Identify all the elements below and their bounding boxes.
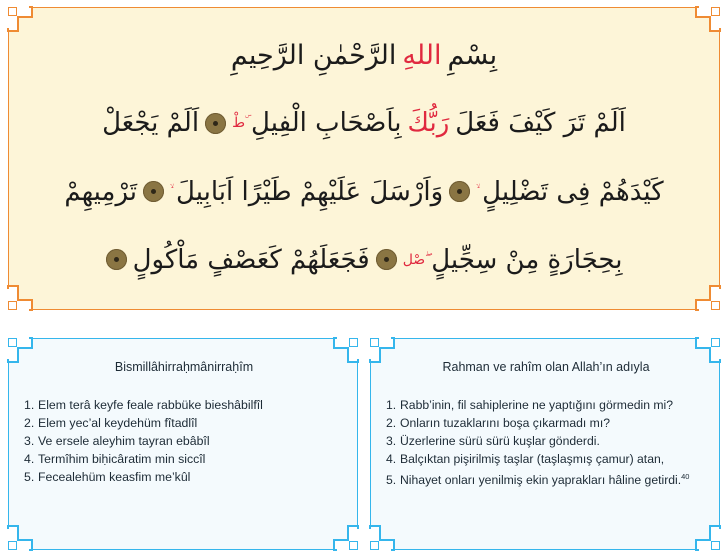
list-index: 3. — [386, 434, 397, 448]
ayah-line-2 — [34, 158, 694, 226]
ayah-line-1 — [34, 89, 694, 157]
transliteration-panel — [8, 338, 358, 550]
list-index: 4. — [386, 452, 397, 466]
list-index: 4. — [24, 452, 35, 466]
list-text: Fecealehüm keasfim me’kûl — [38, 470, 191, 484]
list-index: 5. — [386, 473, 397, 488]
list-item — [386, 396, 706, 414]
quran-verses-container — [8, 7, 720, 310]
list-text: Onların tuzaklarını boşa çıkarmadı mı? — [400, 416, 610, 430]
waqf-mark-icon: ۜطْ — [232, 115, 246, 132]
arabic-segment: بِاَصْحَابِ الْفِيلِ — [251, 108, 402, 139]
arabic-segment: اَلَمْ يَجْعَلْ — [102, 108, 200, 139]
ayah-number-medallion — [376, 249, 397, 270]
quran-text-box — [8, 7, 720, 310]
list-index: 1. — [386, 398, 397, 412]
ayah-line-3 — [34, 226, 694, 294]
arabic-segment-rabbuka: رَبُّكَ — [407, 108, 450, 139]
list-text: Rabb’inin, fil sahiplerine ne yaptığını görmedin mi? — [400, 398, 674, 412]
list-text: Üzerlerine sürü sürü kuşlar gönderdi. — [400, 434, 600, 448]
list-text: Elem terâ keyfe feale rabbüke bieshâbilfîl — [38, 398, 263, 412]
list-index: 2. — [386, 416, 397, 430]
list-index: 3. — [24, 434, 35, 448]
list-item — [24, 396, 344, 414]
transliteration-content — [8, 338, 358, 550]
arabic-segment: الرَّحْمٰنِ الرَّحِيمِ — [230, 39, 397, 71]
ayah-line-bismillah — [34, 21, 694, 89]
transliteration-heading: Bismillâhirraḥmânirraḥîm — [114, 360, 254, 374]
arabic-segment-allah: اللهِ — [402, 39, 442, 71]
arabic-segment: بِحِجَارَةٍ مِنْ سِجِّيلٍ — [431, 244, 623, 275]
ayah-number-medallion — [205, 113, 226, 134]
translation-heading: Rahman ve rahîm olan Allah’ın adıyla — [442, 360, 650, 374]
list-item — [24, 414, 344, 432]
list-text: Nihayet onları yenilmiş ekin yaprakları hâline getirdi. — [400, 473, 682, 488]
transliteration-list — [24, 396, 344, 486]
arabic-segment: تَرْمِيهِمْ — [64, 176, 138, 207]
list-text: Balçıktan pişirilmiş taşlar (taşlaşmış çamur) atan, — [400, 452, 665, 466]
translation-content — [370, 338, 720, 550]
arabic-segment: فَجَعَلَهُمْ كَعَصْفٍ مَاْكُولٍ — [132, 244, 370, 275]
list-item — [386, 432, 706, 450]
ayah-number-medallion — [106, 249, 127, 270]
list-index: 2. — [24, 416, 35, 430]
list-item — [24, 468, 344, 486]
list-item — [386, 468, 706, 489]
footnote-reference: 40 — [681, 472, 690, 481]
list-item — [24, 432, 344, 450]
list-index: 1. — [24, 398, 35, 412]
list-text: Elem yec’al keydehüm fîtadlîl — [38, 416, 198, 430]
arabic-segment: كَيْدَهُمْ فِى تَضْلِيلٍ — [482, 176, 664, 207]
ayah-number-medallion — [143, 181, 164, 202]
list-item — [386, 414, 706, 432]
arabic-segment: وَاَرْسَلَ عَلَيْهِمْ طَيْرًا اَبَابِيلَ — [176, 176, 444, 207]
list-item — [386, 450, 706, 468]
list-text: Ve ersele aleyhim tayran ebâbîl — [38, 434, 210, 448]
arabic-segment: اَلَمْ تَرَ كَيْفَ فَعَلَ — [455, 108, 626, 139]
waqf-mark-icon: ۖصْل — [402, 251, 426, 268]
list-item — [24, 450, 344, 468]
translation-list — [386, 396, 706, 489]
list-text: Termîhim biḥicâratim min siccîl — [38, 452, 206, 466]
ayah-number-medallion — [449, 181, 470, 202]
list-index: 5. — [24, 470, 35, 484]
translation-panel — [370, 338, 720, 550]
arabic-segment: بِسْمِ — [447, 39, 498, 71]
